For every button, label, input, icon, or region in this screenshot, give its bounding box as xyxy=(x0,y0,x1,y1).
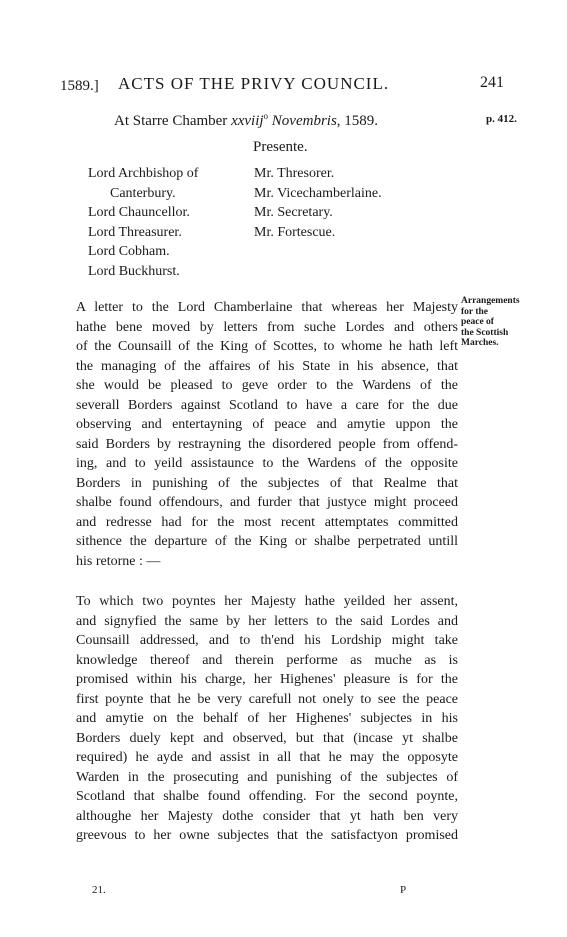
attendee: Lord Chauncellor. xyxy=(88,205,190,220)
running-header-title: ACTS OF THE PRIVY COUNCIL. xyxy=(118,74,390,93)
text-line: sithence the departure of the King or shalbe perpetrated untill xyxy=(76,534,458,549)
margin-note-line: peace of xyxy=(461,317,494,327)
margin-note-line: Arrangements xyxy=(461,296,520,306)
text-line: his retorne : — xyxy=(76,553,161,569)
attendee: Lord Buckhurst. xyxy=(88,263,180,279)
text-line: required) he ayde and assist in all that he may the opposyte xyxy=(76,750,458,765)
date-day-sup: o xyxy=(263,111,269,121)
text-line: Counsaill addressed, and to th'end his Lordship might take xyxy=(76,633,458,648)
attendee: Lord Cobham. xyxy=(88,244,170,259)
text-line: severall Borders against Scotland to have a care for the due xyxy=(76,397,458,413)
text-line: althoughe her Majesty dothe consider that yt hath ben very xyxy=(76,808,458,824)
text-line: she would be pleased to geve order to the Wardens of the xyxy=(76,378,458,393)
text-line: of the Counsaill of the King of Scottes, to whome he hath left xyxy=(76,339,458,354)
text-line: shalbe found offendours, and furder that justyce might proceed xyxy=(76,495,458,510)
text-line: knowledge thereof and therein performe as muche as is xyxy=(76,652,458,668)
text-line: Warden in the prosecuting and punishing of the subjectes of xyxy=(76,769,458,785)
margin-note-line: Marches. xyxy=(461,338,499,348)
date-suffix: , 1589. xyxy=(336,113,379,129)
text-line: To which two poyntes her Majesty hathe yeilded her assent, xyxy=(76,594,458,609)
attendee: Mr. Vicechamberlaine. xyxy=(254,185,382,201)
margin-note xyxy=(461,296,551,349)
signature-mark: 21. xyxy=(92,884,106,896)
text-line: hathe bene moved by letters from suche Lordes and others xyxy=(76,319,458,335)
text-line: greevous to her owne subjectes that the satisfactyon promised xyxy=(76,828,458,843)
margin-note-line: for the xyxy=(461,306,488,317)
paragraph-response xyxy=(60,592,458,846)
attendee: Lord Threasurer. xyxy=(88,224,182,240)
text-line: Scotland that shalbe found offending. For the second poynte, xyxy=(76,789,458,804)
attendees-right-column xyxy=(254,164,382,242)
text-line: Borders in punishing of the subjectes of that Realme that xyxy=(76,475,458,491)
date-day: xxviij xyxy=(231,113,264,129)
running-header-year: 1589.] xyxy=(60,78,99,94)
text-line: observing and entertayning of peace and amytie uppon the xyxy=(76,417,458,432)
attendee: Lord Archbishop of xyxy=(88,166,199,181)
attendee: Mr. Secretary. xyxy=(254,205,333,220)
signature-letter: P xyxy=(400,884,407,896)
text-line: first poynte that he be very carefull not onely to see the peace xyxy=(76,691,458,707)
text-line: and redresse had for the most recent attemptates committed xyxy=(76,514,458,530)
text-line: and signyfied the same by her letters to the said Lordes and xyxy=(76,613,458,629)
text-line: ing, and to yeild assistaunce to the Wardens of the opposite xyxy=(76,456,458,471)
original-page-reference: p. 412. xyxy=(486,113,517,125)
text-line: promised within his charge, her Highenes' pleasure is for the xyxy=(76,672,458,687)
attendee: Mr. Thresorer. xyxy=(254,166,335,181)
attendees-left-column xyxy=(88,164,198,281)
page-number: 241 xyxy=(480,74,504,91)
margin-note-line: the Scottish xyxy=(461,327,509,338)
presente-heading: Presente. xyxy=(253,139,308,155)
paragraph-letter xyxy=(60,298,458,571)
meeting-date-line xyxy=(114,111,378,130)
attendee: Mr. Fortescue. xyxy=(254,224,336,240)
text-line: and amytie on the behalf of her Highenes' subjectes in his xyxy=(76,711,458,726)
text-line: the managing of the affaires of his State in his absence, that xyxy=(76,358,458,374)
attendee: Canterbury. xyxy=(110,185,176,201)
text-line: A letter to the Lord Chamberlaine that whereas her Majesty xyxy=(76,300,458,315)
date-prefix: At Starre Chamber xyxy=(114,113,232,129)
text-line: said Borders by restrayning the disordered people from offend- xyxy=(76,436,458,452)
text-line: Borders duely kept and observed, but that (incase yt shalbe xyxy=(76,730,458,746)
date-month: Novembris xyxy=(268,113,337,129)
